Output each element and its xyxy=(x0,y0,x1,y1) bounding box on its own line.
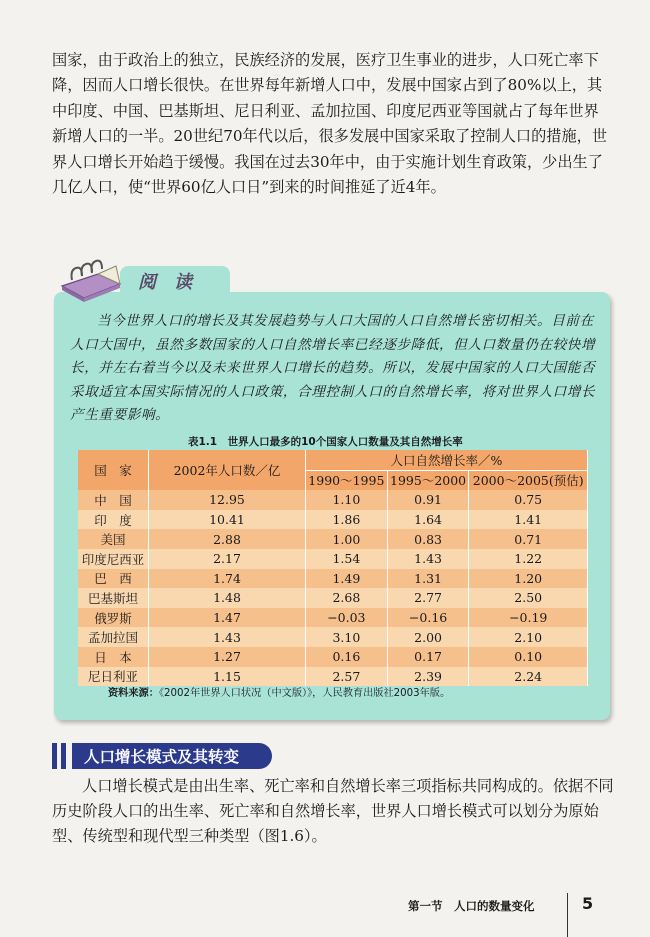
cell-growth: 1.00 xyxy=(306,529,388,549)
cell-growth: 2.68 xyxy=(306,588,388,608)
table-row xyxy=(78,490,588,510)
cell-growth: 0.17 xyxy=(387,647,469,667)
table-caption: 表1.1 世界人口最多的10个国家人口数量及其自然增长率 xyxy=(188,436,463,448)
cell-population: 1.43 xyxy=(149,627,306,647)
cell-population: 2.17 xyxy=(149,549,306,569)
cell-country: 美国 xyxy=(78,529,149,549)
cell-country: 日 本 xyxy=(78,647,149,667)
cell-growth: 1.20 xyxy=(469,569,588,589)
cell-growth: 2.77 xyxy=(387,588,469,608)
cell-growth: 1.54 xyxy=(306,549,388,569)
page-number: 5 xyxy=(582,894,594,913)
cell-growth: 1.31 xyxy=(387,569,469,589)
cell-growth: −0.19 xyxy=(469,608,588,628)
header-population: 2002年人口数／亿 xyxy=(149,450,306,490)
cell-growth: 0.10 xyxy=(469,647,588,667)
cell-country: 印 度 xyxy=(78,510,149,530)
cell-growth: 1.41 xyxy=(469,510,588,530)
section-title: 人口增长模式及其转变 xyxy=(84,748,240,766)
cell-population: 1.74 xyxy=(149,569,306,589)
source-text: 《2002年世界人口状况（中文版）》，人民教育出版社2003年版。 xyxy=(158,688,451,699)
cell-growth: 2.57 xyxy=(306,667,388,687)
cell-growth: 0.16 xyxy=(306,647,388,667)
cell-country: 巴基斯坦 xyxy=(78,588,149,608)
cell-growth: 1.64 xyxy=(387,510,469,530)
cell-growth: −0.03 xyxy=(306,608,388,628)
cell-population: 1.15 xyxy=(149,667,306,687)
table-row xyxy=(78,510,588,530)
cell-growth: 2.00 xyxy=(387,627,469,647)
cell-country: 巴 西 xyxy=(78,569,149,589)
footer-divider xyxy=(567,893,568,937)
table-row xyxy=(78,608,588,628)
cell-growth: 2.39 xyxy=(387,667,469,687)
cell-growth: 0.83 xyxy=(387,529,469,549)
population-table xyxy=(78,450,588,686)
cell-growth: 1.43 xyxy=(387,549,469,569)
table-row xyxy=(78,529,588,549)
cell-growth: 1.10 xyxy=(306,490,388,510)
cell-country: 尼日利亚 xyxy=(78,667,149,687)
cell-growth: 0.75 xyxy=(469,490,588,510)
cell-growth: 2.10 xyxy=(469,627,588,647)
header-growth-group: 人口自然增长率／% xyxy=(306,450,588,470)
footer-section-label: 第一节 人口的数量变化 xyxy=(408,899,535,913)
cell-country: 孟加拉国 xyxy=(78,627,149,647)
reading-text: 当今世界人口的增长及其发展趋势与人口大国的人口自然增长密切相关。目前在人口大国中，虽然多数国家的人口自然增长率已经逐步降低，但人口数量仍在较快增长，并左右着当今以及未来世界人口增长的趋势。所以，发展中国家的人口大国能否采取适宜本国实际情况的人口政策，合理控制人口的自然增长率，将对世界人口增长产生重要影响。 xyxy=(70,313,596,424)
header-period-1: 1990～1995 xyxy=(306,470,388,490)
cell-growth: 0.71 xyxy=(469,529,588,549)
cell-growth: 2.24 xyxy=(469,667,588,687)
cell-growth: 0.91 xyxy=(387,490,469,510)
cell-growth: 2.50 xyxy=(469,588,588,608)
reading-title: 阅读 xyxy=(138,272,210,293)
cell-population: 1.48 xyxy=(149,588,306,608)
table-source xyxy=(108,684,450,699)
cell-country: 俄罗斯 xyxy=(78,608,149,628)
cell-country: 中 国 xyxy=(78,490,149,510)
cell-population: 12.95 xyxy=(149,490,306,510)
table-row xyxy=(78,588,588,608)
cell-population: 2.88 xyxy=(149,529,306,549)
cell-country: 印度尼西亚 xyxy=(78,549,149,569)
cell-growth: −0.16 xyxy=(387,608,469,628)
header-period-2: 1995～2000 xyxy=(387,470,469,490)
cell-growth: 3.10 xyxy=(306,627,388,647)
cell-growth: 1.49 xyxy=(306,569,388,589)
intro-paragraph: 国家，由于政治上的独立，民族经济的发展，医疗卫生事业的进步，人口死亡率下降，因而人口增长很快。在世界每年新增人口中，发展中国家占到了80%以上，其中印度、中国、巴基斯坦、尼日利亚、孟加拉国、印度尼西亚等国就占了每年世界新增人口的一半。20世纪70年代以后，很多发展中国家采取了控制人口的措施，世界人口增长开始趋于缓慢。我国在过去30年中，由于实施计划生育政策，少出生了几亿人口，使“世界60亿人口日”到来的时间推延了近4年。 xyxy=(52,51,608,197)
table-row xyxy=(78,569,588,589)
table-row xyxy=(78,549,588,569)
table-row xyxy=(78,627,588,647)
cell-growth: 1.86 xyxy=(306,510,388,530)
cell-population: 10.41 xyxy=(149,510,306,530)
header-country: 国 家 xyxy=(78,450,149,490)
section-marker-bar xyxy=(61,743,66,769)
header-period-3: 2000～2005(预估) xyxy=(469,470,588,490)
section-marker-bar xyxy=(52,743,57,769)
cell-population: 1.47 xyxy=(149,608,306,628)
cell-population: 1.27 xyxy=(149,647,306,667)
notebook-icon xyxy=(58,256,124,304)
cell-growth: 1.22 xyxy=(469,549,588,569)
section-paragraph: 人口增长模式是由出生率、死亡率和自然增长率三项指标共同构成的。依据不同历史阶段人口的出生率、死亡率和自然增长率，世界人口增长模式可以划分为原始型、传统型和现代型三种类型（图1.6）。 xyxy=(52,777,614,846)
source-label: 资料来源： xyxy=(108,688,159,699)
table-row xyxy=(78,647,588,667)
